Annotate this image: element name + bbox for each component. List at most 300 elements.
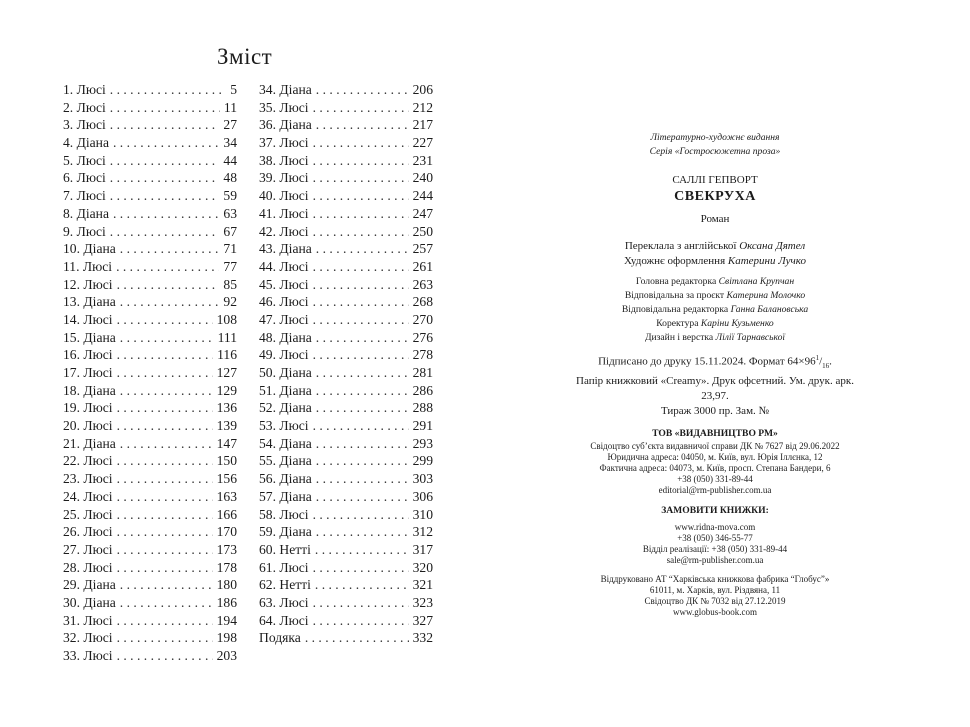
toc-leader-dots — [113, 470, 213, 488]
toc-entry-page: 206 — [412, 82, 433, 97]
credit-line — [565, 317, 865, 331]
toc-leader-dots — [309, 187, 409, 205]
toc-leader-dots — [116, 293, 220, 311]
toc-entry — [259, 152, 433, 170]
toc-leader-dots — [312, 435, 409, 453]
toc-entry-label: 16. Люсі — [63, 347, 113, 363]
toc-entry — [63, 612, 237, 630]
toc-entry-page: 194 — [216, 612, 237, 628]
credit-name: Каріни Кузьменко — [700, 318, 774, 329]
toc-leader-dots — [312, 452, 409, 470]
toc-entry — [63, 240, 237, 258]
toc-leader-dots — [301, 629, 409, 647]
toc-entry-page: 203 — [216, 648, 237, 663]
toc-leader-dots — [116, 594, 213, 612]
toc-entry — [259, 629, 433, 647]
credit-line — [565, 303, 865, 317]
toc-entry-label: 61. Люсі — [259, 559, 309, 575]
toc-entry-page: 278 — [412, 347, 433, 363]
toc-entry — [259, 169, 433, 187]
toc-entry — [63, 99, 237, 117]
toc-entry-label: 27. Люсі — [63, 541, 113, 557]
toc-entry-page: 276 — [412, 329, 433, 345]
toc-entry-page: 108 — [216, 311, 237, 327]
toc-entry — [259, 523, 433, 541]
publisher-line: Юридична адреса: 04050, м. Київ, вул. Юрія Іллєнка, 12 — [607, 451, 823, 462]
toc-leader-dots — [113, 399, 213, 417]
toc-entry-page: 303 — [412, 471, 433, 487]
toc-leader-dots — [113, 559, 213, 577]
toc-leader-dots — [312, 382, 409, 400]
toc-entry — [63, 276, 237, 294]
toc-entry — [63, 629, 237, 647]
toc-entry-label: 8. Діана — [63, 205, 109, 221]
toc-entry-page: 136 — [216, 400, 237, 416]
toc-entry-label: 19. Люсі — [63, 400, 113, 416]
toc-leader-dots — [113, 364, 213, 382]
format-denominator: 16 — [822, 361, 830, 370]
credit-role: Відповідальна редакторка — [621, 304, 729, 315]
toc-entry — [259, 134, 433, 152]
toc-entry — [259, 417, 433, 435]
toc-leader-dots — [312, 329, 409, 347]
toc-entry — [63, 293, 237, 311]
toc-entry-label: 33. Люсі — [63, 648, 113, 663]
toc-entry-page: 11 — [223, 99, 237, 115]
toc-entry — [63, 187, 237, 205]
series: Серія «Гостросюжетна проза» — [649, 146, 781, 157]
print-format-text: Підписано до друку 15.11.2024. Формат 64×96 — [598, 355, 816, 368]
toc-entry-page: 323 — [412, 594, 433, 610]
design-label: Художнє оформлення — [623, 255, 726, 267]
toc-entry-page: 217 — [412, 117, 433, 133]
toc-entry-label: 30. Діана — [63, 594, 116, 610]
toc-entry-page: 59 — [223, 188, 237, 204]
publisher-line: Фактична адреса: 04073, м. Київ, просп. Степана Бандери, 6 — [599, 462, 831, 473]
toc-entry-page: 44 — [223, 152, 237, 168]
toc-entry-page: 111 — [217, 329, 237, 345]
toc-entry — [63, 311, 237, 329]
toc-entry-label: 42. Люсі — [259, 223, 309, 239]
toc-entry-page: 257 — [412, 241, 433, 257]
toc-entry — [63, 488, 237, 506]
toc-entry-page: 286 — [412, 382, 433, 398]
toc-entry-page: 327 — [412, 612, 433, 628]
toc-entry — [63, 417, 237, 435]
credits-list — [565, 275, 865, 345]
toc-entry-label: 46. Люсі — [259, 294, 309, 310]
toc-entry-page: 291 — [412, 418, 433, 434]
toc-leader-dots — [309, 134, 409, 152]
print-line-1: Підписано до друку 15.11.2024. Формат $64\times 96^1/_{16}$. — [598, 354, 832, 370]
toc-leader-dots — [113, 346, 214, 364]
toc-entry-label: 11. Люсі — [63, 258, 113, 274]
toc-entry — [259, 399, 433, 417]
toc-entry-page: 178 — [216, 559, 237, 575]
toc-entry — [259, 99, 433, 117]
printer-details — [565, 574, 865, 618]
printer-line: www.globus-book.com — [673, 606, 757, 617]
toc-entry — [259, 506, 433, 524]
toc-entry-page: 180 — [216, 577, 237, 593]
toc-entry-label: 36. Діана — [259, 117, 312, 133]
toc-entry-page: 48 — [223, 170, 237, 186]
toc-entry — [63, 382, 237, 400]
toc-entry — [63, 116, 237, 134]
toc-leader-dots — [312, 116, 409, 134]
toc-entry-label: 64. Люсі — [259, 612, 309, 628]
toc-entry — [259, 258, 433, 276]
toc-leader-dots — [309, 169, 409, 187]
toc-entry-label: 13. Діана — [63, 294, 116, 310]
translator-label: Переклала з англійської — [624, 240, 737, 252]
toc-entry-page: 247 — [412, 205, 433, 221]
toc-entry-page: 261 — [412, 258, 433, 274]
toc-leader-dots — [106, 99, 220, 117]
toc-entry-page: 27 — [223, 117, 237, 133]
toc-entry-page: 67 — [223, 223, 237, 239]
toc-entry-page: 63 — [223, 205, 237, 221]
toc-entry — [63, 435, 237, 453]
toc-entry-page: 240 — [412, 170, 433, 186]
toc-entry — [63, 506, 237, 524]
toc-entry-page: 270 — [412, 311, 433, 327]
book-title: СВЕКРУХА — [674, 189, 756, 204]
print-line-2: Папір книжковий «Creamy». Друк офсетний. Ум. друк. арк. 23,97. — [576, 374, 854, 402]
toc-entry-label: 10. Діана — [63, 241, 116, 257]
toc-leader-dots — [309, 293, 409, 311]
toc-entry — [259, 382, 433, 400]
toc-leader-dots — [106, 187, 220, 205]
toc-entry-label: 40. Люсі — [259, 188, 309, 204]
credit-role: Відповідальна за проєкт — [624, 290, 725, 301]
toc-entry — [259, 276, 433, 294]
toc-entry — [259, 240, 433, 258]
toc-entry-label: 59. Діана — [259, 524, 312, 540]
toc-leader-dots — [309, 559, 409, 577]
toc-entry-label: 24. Люсі — [63, 488, 113, 504]
toc-leader-dots — [312, 240, 409, 258]
toc-entry-label: 23. Люсі — [63, 471, 113, 487]
genre: Роман — [700, 213, 730, 225]
toc-entry — [63, 81, 237, 99]
toc-leader-dots — [112, 258, 219, 276]
toc-leader-dots — [309, 417, 409, 435]
toc-leader-dots — [113, 452, 213, 470]
toc-entry-label: 25. Люсі — [63, 506, 113, 522]
toc-entry — [259, 541, 433, 559]
toc-column-2 — [259, 81, 433, 647]
toc-entry-page: 77 — [223, 258, 237, 274]
toc-entry-label: 5. Люсі — [63, 152, 106, 168]
toc-entry-label: 54. Діана — [259, 435, 312, 451]
toc-entry — [63, 346, 237, 364]
toc-leader-dots — [312, 470, 409, 488]
toc-entry-label: 28. Люсі — [63, 559, 113, 575]
toc-entry-page: 186 — [216, 594, 237, 610]
credit-name: Лілії Тарнавської — [715, 332, 786, 343]
toc-entry — [63, 399, 237, 417]
toc-entry-page: 92 — [223, 294, 237, 310]
toc-entry-label: 26. Люсі — [63, 524, 113, 540]
toc-entry-page: 127 — [216, 365, 237, 380]
toc-column-1 — [63, 81, 237, 665]
toc-entry — [63, 364, 237, 382]
order-line: Відділ реалізації: +38 (050) 331-89-44 — [642, 543, 788, 554]
credit-name: Катерина Молочко — [726, 290, 806, 301]
toc-entry — [63, 223, 237, 241]
toc-entry-page: 163 — [216, 488, 237, 504]
printer-line: Віддруковано АТ “Харківська книжкова фабрика “Глобус”» — [600, 573, 830, 584]
printer-line: 61011, м. Харків, вул. Різдвяна, 11 — [649, 584, 781, 595]
toc-leader-dots — [312, 523, 409, 541]
toc-entry-label: 21. Діана — [63, 435, 116, 451]
credit-line — [565, 331, 865, 345]
toc-leader-dots — [113, 541, 213, 559]
toc-entry-page: 198 — [216, 630, 237, 646]
toc-entry-page: 212 — [412, 99, 433, 115]
translator-name: Оксана Дятел — [739, 240, 806, 252]
toc-leader-dots — [309, 612, 409, 630]
toc-leader-dots — [109, 134, 219, 152]
toc-entry-page: 227 — [412, 135, 433, 151]
order-line: +38 (050) 346-55-77 — [677, 532, 753, 543]
toc-entry-page: 166 — [216, 506, 237, 522]
print-line-3: Тираж 3000 пр. Зам. № — [660, 404, 770, 417]
toc-entry-label: 6. Люсі — [63, 170, 106, 186]
toc-entry-label: 14. Люсі — [63, 311, 113, 327]
toc-entry-page: 312 — [412, 524, 433, 540]
toc-entry — [259, 311, 433, 329]
credit-name: Ганна Балановська — [730, 304, 809, 315]
toc-entry-label: 32. Люсі — [63, 630, 113, 646]
toc-entry-page: 321 — [412, 577, 433, 593]
toc-leader-dots — [116, 329, 214, 347]
toc-entry-label: 49. Люсі — [259, 347, 309, 363]
toc-entry-page: 293 — [412, 435, 433, 451]
toc-entry-label: 51. Діана — [259, 382, 312, 398]
toc-entry — [259, 223, 433, 241]
toc-entry-page: 116 — [217, 347, 237, 363]
toc-leader-dots — [116, 240, 220, 258]
toc-entry-label: Подяка — [259, 630, 301, 646]
toc-entry-label: 45. Люсі — [259, 276, 309, 292]
toc-entry-label: 31. Люсі — [63, 612, 113, 628]
toc-leader-dots — [311, 576, 409, 594]
toc-entry-label: 56. Діана — [259, 471, 312, 487]
printer-line: Свідоцтво ДК № 7032 від 27.12.2019 — [644, 595, 786, 606]
toc-title: Зміст — [217, 44, 273, 69]
toc-leader-dots — [309, 223, 409, 241]
toc-entry — [259, 346, 433, 364]
toc-leader-dots — [109, 205, 219, 223]
toc-entry-page: 332 — [412, 630, 433, 646]
toc-entry-label: 37. Люсі — [259, 135, 309, 151]
toc-entry — [259, 470, 433, 488]
publisher-details — [565, 441, 865, 496]
toc-entry-page: 231 — [412, 152, 433, 168]
publisher-line: +38 (050) 331-89-44 — [677, 473, 753, 484]
toc-entry-page: 71 — [223, 241, 237, 257]
toc-leader-dots — [312, 488, 409, 506]
toc-leader-dots — [309, 506, 409, 524]
toc-entry-page: 263 — [412, 276, 433, 292]
toc-entry-page: 85 — [223, 276, 237, 292]
toc-entry — [63, 541, 237, 559]
toc-leader-dots — [312, 364, 409, 382]
toc-entry-label: 38. Люсі — [259, 152, 309, 168]
toc-entry — [259, 81, 433, 99]
toc-entry-page: 244 — [412, 188, 433, 204]
toc-entry — [259, 452, 433, 470]
toc-entry — [63, 205, 237, 223]
toc-entry — [63, 647, 237, 665]
toc-entry-page: 288 — [412, 400, 433, 416]
credit-name: Світлана Крупчан — [718, 276, 795, 287]
toc-entry — [63, 258, 237, 276]
designer-name: Катерини Лучко — [727, 255, 807, 267]
toc-leader-dots — [106, 152, 220, 170]
toc-entry — [63, 452, 237, 470]
toc-entry-label: 4. Діана — [63, 135, 109, 151]
toc-entry-page: 5 — [230, 82, 237, 97]
toc-entry-label: 3. Люсі — [63, 117, 106, 133]
design-line — [565, 254, 865, 269]
credit-line — [565, 289, 865, 303]
toc-leader-dots — [113, 417, 213, 435]
publisher-line: Свідоцтво суб’єкта видавничої справи ДК № 7627 від 29.06.2022 — [590, 440, 840, 451]
toc-leader-dots — [113, 506, 213, 524]
toc-leader-dots — [309, 205, 409, 223]
toc-entry — [63, 576, 237, 594]
toc-entry-label: 62. Нетті — [259, 577, 311, 593]
credit-line — [565, 275, 865, 289]
toc-leader-dots — [113, 276, 220, 294]
toc-entry-label: 22. Люсі — [63, 453, 113, 469]
toc-leader-dots — [311, 541, 409, 559]
order-heading: ЗАМОВИТИ КНИЖКИ: — [661, 504, 769, 516]
toc-entry — [259, 488, 433, 506]
toc-entry — [259, 116, 433, 134]
toc-entry-label: 7. Люсі — [63, 188, 106, 204]
toc-leader-dots — [113, 311, 213, 329]
toc-entry-page: 129 — [216, 382, 237, 398]
toc-leader-dots — [113, 488, 213, 506]
toc-entry-label: 53. Люсі — [259, 418, 309, 434]
toc-entry-page: 320 — [412, 559, 433, 575]
toc-entry-page: 34 — [223, 135, 237, 151]
toc-entry — [259, 559, 433, 577]
toc-leader-dots — [113, 612, 213, 630]
toc-leader-dots — [106, 169, 220, 187]
toc-entry-label: 58. Люсі — [259, 506, 309, 522]
toc-entry-page: 317 — [412, 541, 433, 557]
toc-entry-page: 150 — [216, 453, 237, 469]
toc-entry-label: 15. Діана — [63, 329, 116, 345]
toc-entry — [63, 152, 237, 170]
toc-entry-label: 48. Діана — [259, 329, 312, 345]
toc-leader-dots — [309, 346, 409, 364]
toc-entry-page: 306 — [412, 488, 433, 504]
toc-entry — [63, 329, 237, 347]
toc-entry — [63, 134, 237, 152]
toc-entry-page: 139 — [216, 418, 237, 434]
toc-entry — [259, 205, 433, 223]
toc-entry-page: 268 — [412, 294, 433, 310]
toc-entry-label: 55. Діана — [259, 453, 312, 469]
toc-entry-page: 147 — [216, 435, 237, 451]
toc-leader-dots — [309, 152, 409, 170]
toc-leader-dots — [309, 594, 409, 612]
toc-entry — [259, 594, 433, 612]
toc-entry-label: 47. Люсі — [259, 311, 309, 327]
toc-leader-dots — [116, 435, 213, 453]
order-details — [565, 522, 865, 566]
credit-role: Дизайн і верстка — [644, 332, 714, 343]
toc-entry-label: 52. Діана — [259, 400, 312, 416]
toc-leader-dots — [113, 629, 213, 647]
toc-leader-dots — [116, 382, 213, 400]
toc-entry-label: 9. Люсі — [63, 223, 106, 239]
toc-entry-label: 44. Люсі — [259, 258, 309, 274]
toc-entry — [259, 329, 433, 347]
toc-leader-dots — [106, 223, 220, 241]
toc-entry-label: 35. Люсі — [259, 99, 309, 115]
toc-entry-label: 20. Люсі — [63, 418, 113, 434]
credit-role: Головна редакторка — [635, 276, 717, 287]
toc-entry-page: 156 — [216, 471, 237, 487]
toc-entry-label: 43. Діана — [259, 241, 312, 257]
toc-entry-label: 34. Діана — [259, 82, 312, 97]
imprint-block — [565, 131, 865, 618]
author: САЛЛІ ГЕПВОРТ — [672, 174, 758, 186]
edition-type: Літературно-художнє видання — [650, 132, 780, 143]
toc-entry-label: 1. Люсі — [63, 82, 106, 97]
publisher-name: ТОВ «ВИДАВНИЦТВО РМ» — [652, 427, 778, 439]
toc-entry — [63, 523, 237, 541]
toc-entry — [259, 612, 433, 630]
toc-leader-dots — [312, 399, 409, 417]
toc-entry-page: 250 — [412, 223, 433, 239]
toc-entry-label: 63. Люсі — [259, 594, 309, 610]
toc-leader-dots — [309, 311, 409, 329]
toc-entry — [63, 594, 237, 612]
toc-leader-dots — [312, 81, 409, 99]
toc-entry-page: 281 — [412, 365, 433, 380]
toc-leader-dots — [106, 116, 220, 134]
toc-entry — [63, 470, 237, 488]
toc-entry-page: 170 — [216, 524, 237, 540]
toc-entry-page: 173 — [216, 541, 237, 557]
translator-line — [565, 239, 865, 254]
toc-entry-label: 39. Люсі — [259, 170, 309, 186]
toc-entry-label: 57. Діана — [259, 488, 312, 504]
toc-entry — [259, 293, 433, 311]
toc-entry-label: 60. Нетті — [259, 541, 311, 557]
toc-entry-page: 310 — [412, 506, 433, 522]
format-numerator: 1 — [815, 354, 820, 362]
toc-entry — [259, 364, 433, 382]
toc-entry-label: 18. Діана — [63, 382, 116, 398]
toc-entry — [259, 187, 433, 205]
order-line: www.ridna-mova.com — [674, 521, 756, 532]
publisher-line: editorial@rm-publisher.com.ua — [658, 484, 772, 495]
toc-leader-dots — [309, 258, 409, 276]
toc-entry-page: 299 — [412, 453, 433, 469]
credit-role: Коректура — [656, 318, 699, 329]
toc-entry — [63, 169, 237, 187]
toc-entry — [63, 559, 237, 577]
